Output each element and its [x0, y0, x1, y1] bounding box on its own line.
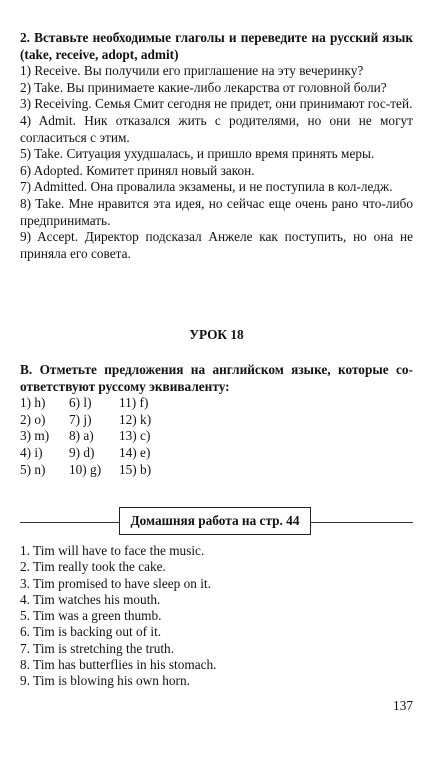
sentence-list — [20, 543, 413, 690]
divider-right — [311, 522, 413, 523]
exercise-2 — [20, 30, 413, 262]
answer-cell: 15) b) — [119, 461, 152, 477]
answer-cell: 6) l) — [69, 395, 92, 411]
answer-cell: 13) c) — [119, 428, 151, 444]
answer-cell: 2) o) — [20, 411, 46, 427]
divider-left — [20, 522, 119, 523]
exercise-2-item-4: 4) Admit. Ник отказался жить с родителями, но они не могут согласиться с этим. — [20, 112, 413, 145]
answer-cell: 4) i) — [20, 444, 43, 460]
answer-cell: 3) m) — [20, 428, 50, 444]
homework-label: Домашняя работа на стр. 44 — [119, 507, 311, 535]
section-b-title: B. Отметьте предложения на английском языке, которые со-ответствуют руссому эквиваленту: — [20, 362, 413, 394]
list-item: 2. Tim really took the cake. — [20, 559, 166, 575]
exercise-2-item-5: 5) Take. Ситуация ухудшалась, и пришло время принять меры. — [20, 146, 375, 162]
section-b — [20, 362, 413, 479]
answer-grid — [20, 395, 413, 479]
answer-cell: 5) n) — [20, 461, 46, 477]
exercise-2-item-1: 1) Receive. Вы получили его приглашение на эту вечеринку? — [20, 63, 364, 79]
list-item: 4. Tim watches his mouth. — [20, 591, 161, 607]
page-number: 137 — [393, 698, 413, 713]
exercise-2-item-7: 7) Admitted. Она провалила экзамены, и не поступила в кол-ледж. — [20, 179, 393, 195]
list-item: 1. Tim will have to face the music. — [20, 543, 205, 558]
homework-banner — [20, 507, 413, 537]
answer-cell: 10) g) — [69, 461, 102, 477]
list-item: 9. Tim is blowing his own horn. — [20, 673, 190, 689]
lesson-heading: УРОК 18 — [189, 327, 244, 342]
answer-cell: 9) d) — [69, 444, 95, 460]
exercise-2-item-8: 8) Take. Мне нравится эта идея, но сейчас еще очень рано что-либо предпринимать. — [20, 195, 413, 228]
list-item: 6. Tim is backing out of it. — [20, 624, 162, 640]
list-item: 3. Tim promised to have sleep on it. — [20, 575, 211, 591]
exercise-2-item-3: 3) Receiving. Семья Смит сегодня не придет, они принимают гос-тей. — [20, 96, 413, 112]
exercise-2-title: 2. Вставьте необходимые глаголы и переведите на русский язык (take, receive, adopt, admit) — [20, 30, 413, 62]
answer-cell: 8) a) — [69, 428, 94, 444]
answer-cell: 14) e) — [119, 444, 151, 460]
answer-cell: 11) f) — [119, 395, 149, 411]
answer-cell: 7) j) — [69, 411, 92, 427]
page-content — [20, 30, 413, 689]
answer-cell: 1) h) — [20, 395, 46, 411]
exercise-2-item-9: 9) Accept. Директор подсказал Анжеле как поступить, но она не приняла его совета. — [20, 229, 413, 261]
exercise-2-item-2: 2) Take. Вы принимаете какие-либо лекарства от головной боли? — [20, 79, 387, 95]
list-item: 8. Tim has butterflies in his stomach. — [20, 657, 217, 673]
list-item: 5. Tim was a green thumb. — [20, 608, 162, 624]
exercise-2-item-6: 6) Adopted. Комитет принял новый закон. — [20, 162, 255, 178]
answer-cell: 12) k) — [119, 411, 152, 427]
list-item: 7. Tim is stretching the truth. — [20, 640, 175, 656]
